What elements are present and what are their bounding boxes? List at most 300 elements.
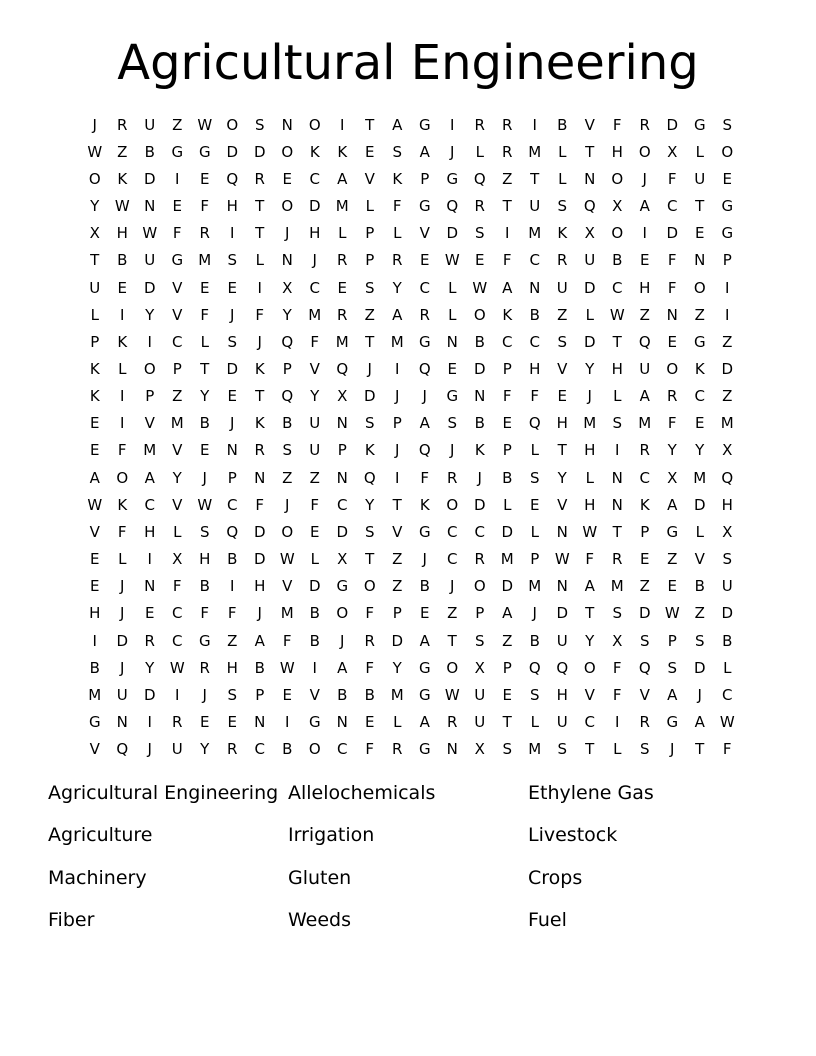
grid-letter: B (282, 414, 293, 433)
grid-letter: J (670, 740, 675, 759)
grid-letter: G (171, 142, 184, 161)
grid-letter: G (418, 522, 431, 541)
grid-letter: D (583, 278, 596, 297)
grid-letter: F (200, 305, 210, 324)
grid-letter: K (392, 169, 403, 188)
grid-letter: I (120, 387, 125, 406)
grid-letter: J (450, 441, 455, 460)
grid-letter: L (503, 495, 512, 514)
grid-letter: L (393, 713, 402, 732)
grid-letter: C (667, 197, 678, 216)
grid-letter: K (89, 387, 100, 406)
grid-letter: N (584, 169, 596, 188)
grid-letter: B (502, 468, 513, 487)
grid-letter: V (309, 359, 320, 378)
grid-letter: E (200, 713, 210, 732)
grid-letter: M (88, 685, 102, 704)
grid-letter: J (340, 631, 345, 650)
grid-letter: R (667, 387, 678, 406)
grid-letter: X (474, 658, 485, 677)
grid-letter: D (473, 495, 486, 514)
grid-letter: X (282, 278, 293, 297)
grid-letter: K (364, 441, 375, 460)
grid-letter: I (230, 577, 235, 596)
grid-letter: I (450, 115, 455, 134)
grid-letter: C (529, 332, 540, 351)
grid-letter: Q (638, 332, 651, 351)
grid-letter: J (450, 577, 455, 596)
grid-letter: U (171, 740, 183, 759)
grid-letter: D (693, 658, 706, 677)
grid-letter: C (584, 713, 595, 732)
grid-letter: S (557, 197, 568, 216)
grid-letter: F (667, 251, 677, 270)
grid-letter: A (639, 197, 650, 216)
grid-letter: K (254, 359, 265, 378)
grid-letter: O (666, 359, 679, 378)
grid-letter: F (667, 414, 677, 433)
grid-letter: E (227, 278, 237, 297)
grid-letter: D (391, 631, 404, 650)
grid-letter: T (530, 169, 540, 188)
word-list-item: Irrigation (288, 824, 375, 847)
grid-letter: L (365, 197, 374, 216)
grid-letter: S (557, 740, 568, 759)
grid-letter: Z (364, 305, 375, 324)
grid-letter: R (364, 631, 375, 650)
grid-letter: C (639, 468, 650, 487)
grid-letter: R (227, 740, 238, 759)
grid-letter: C (227, 495, 238, 514)
grid-letter: T (200, 359, 210, 378)
grid-letter: N (694, 251, 706, 270)
grid-letter: U (116, 685, 128, 704)
grid-letter: X (722, 441, 733, 460)
grid-letter: P (392, 604, 402, 623)
grid-letter: R (392, 251, 403, 270)
grid-letter: C (447, 550, 458, 569)
grid-letter: P (90, 332, 100, 351)
word-list-item: Fiber (48, 908, 95, 931)
grid-letter: Q (528, 414, 541, 433)
grid-letter: L (695, 142, 704, 161)
grid-letter: B (529, 631, 540, 650)
grid-letter: A (502, 278, 513, 297)
grid-letter: M (143, 441, 157, 460)
grid-letter: T (502, 713, 512, 732)
grid-letter: Q (363, 468, 376, 487)
grid-letter: S (227, 251, 238, 270)
grid-letter: M (610, 577, 624, 596)
grid-letter: P (640, 522, 650, 541)
grid-letter: N (336, 713, 348, 732)
grid-letter: F (530, 387, 540, 406)
grid-letter: T (255, 387, 265, 406)
grid-letter: S (227, 332, 238, 351)
grid-letter: F (310, 495, 320, 514)
grid-letter: J (257, 604, 262, 623)
grid-letter: W (114, 197, 130, 216)
grid-letter: Y (392, 278, 402, 297)
grid-letter: K (419, 495, 430, 514)
grid-letter: I (285, 713, 290, 732)
grid-letter: E (227, 713, 237, 732)
grid-letter: Q (418, 359, 431, 378)
grid-letter: Z (694, 305, 705, 324)
grid-letter: G (308, 713, 321, 732)
grid-letter: V (309, 685, 320, 704)
grid-letter: Z (392, 577, 403, 596)
grid-letter: F (117, 522, 127, 541)
grid-letter: D (308, 197, 321, 216)
word-list-item: Livestock (528, 824, 618, 847)
grid-letter: I (395, 359, 400, 378)
grid-letter: F (200, 197, 210, 216)
grid-letter: R (474, 550, 485, 569)
grid-letter: H (584, 495, 596, 514)
grid-letter: A (584, 577, 595, 596)
grid-letter: O (281, 522, 294, 541)
grid-letter: N (446, 332, 458, 351)
grid-letter: X (337, 387, 348, 406)
grid-letter: U (474, 713, 486, 732)
grid-letter: E (722, 169, 732, 188)
grid-letter: Q (226, 169, 239, 188)
grid-letter: M (528, 740, 542, 759)
grid-letter: S (282, 441, 293, 460)
grid-letter: L (530, 441, 539, 460)
grid-letter: V (144, 414, 155, 433)
grid-letter: W (609, 305, 625, 324)
grid-letter: R (557, 251, 568, 270)
grid-letter: P (172, 359, 182, 378)
grid-letter: D (473, 359, 486, 378)
grid-letter: S (667, 658, 678, 677)
grid-letter: I (147, 713, 152, 732)
grid-letter: L (585, 305, 594, 324)
grid-letter: M (583, 414, 597, 433)
grid-letter: I (230, 224, 235, 243)
grid-letter: B (144, 142, 155, 161)
grid-letter: P (530, 550, 540, 569)
grid-letter: F (255, 305, 265, 324)
grid-letter: R (474, 197, 485, 216)
grid-letter: Z (639, 305, 650, 324)
grid-letter: F (227, 604, 237, 623)
grid-letter: G (418, 740, 431, 759)
grid-letter: F (502, 251, 512, 270)
grid-letter: E (282, 685, 292, 704)
grid-letter: J (285, 495, 290, 514)
grid-letter: O (638, 142, 651, 161)
grid-letter: V (639, 685, 650, 704)
grid-letter: N (556, 522, 568, 541)
grid-letter: L (448, 305, 457, 324)
grid-letter: T (585, 604, 595, 623)
grid-letter: V (584, 115, 595, 134)
grid-letter: A (639, 387, 650, 406)
grid-letter: L (200, 332, 209, 351)
grid-letter: K (254, 414, 265, 433)
grid-letter: D (226, 142, 239, 161)
grid-letter: D (666, 115, 679, 134)
grid-letter: J (587, 387, 592, 406)
grid-letter: K (89, 359, 100, 378)
grid-letter: E (557, 387, 567, 406)
grid-letter: W (197, 115, 213, 134)
grid-letter: E (447, 359, 457, 378)
grid-letter: U (639, 359, 651, 378)
grid-letter: W (87, 142, 103, 161)
grid-letter: S (557, 332, 568, 351)
grid-letter: I (92, 631, 97, 650)
grid-letter: D (143, 278, 156, 297)
grid-letter: J (697, 685, 702, 704)
grid-letter: C (529, 251, 540, 270)
grid-letter: F (722, 740, 732, 759)
grid-letter: G (418, 685, 431, 704)
grid-letter: S (502, 740, 513, 759)
grid-letter: O (611, 169, 624, 188)
grid-letter: G (198, 631, 211, 650)
grid-letter: M (693, 468, 707, 487)
grid-letter: S (364, 278, 375, 297)
grid-letter: R (254, 441, 265, 460)
grid-letter: H (254, 577, 266, 596)
grid-letter: F (255, 495, 265, 514)
grid-letter: B (282, 740, 293, 759)
grid-letter: N (336, 468, 348, 487)
grid-letter: K (557, 224, 568, 243)
grid-letter: P (282, 359, 292, 378)
grid-letter: D (638, 604, 651, 623)
grid-letter: G (666, 522, 679, 541)
grid-letter: F (172, 224, 182, 243)
grid-letter: H (584, 441, 596, 460)
grid-letter: M (528, 142, 542, 161)
grid-letter: E (200, 169, 210, 188)
grid-letter: U (309, 414, 321, 433)
grid-letter: R (117, 115, 128, 134)
grid-letter: U (556, 631, 568, 650)
grid-letter: S (612, 414, 623, 433)
grid-letter: A (419, 142, 430, 161)
grid-letter: N (254, 468, 266, 487)
grid-letter: D (721, 359, 734, 378)
grid-letter: Y (557, 468, 567, 487)
grid-letter: R (474, 115, 485, 134)
grid-letter: R (639, 713, 650, 732)
grid-letter: L (558, 169, 567, 188)
grid-letter: T (447, 631, 457, 650)
grid-letter: I (120, 305, 125, 324)
grid-letter: T (612, 522, 622, 541)
grid-letter: T (365, 115, 375, 134)
grid-letter: Y (585, 359, 595, 378)
grid-letter: D (693, 495, 706, 514)
grid-letter: U (556, 278, 568, 297)
grid-letter: F (365, 604, 375, 623)
grid-letter: W (87, 495, 103, 514)
grid-letter: S (694, 631, 705, 650)
grid-letter: E (365, 142, 375, 161)
grid-letter: Y (310, 387, 320, 406)
grid-letter: F (282, 631, 292, 650)
grid-letter: M (500, 550, 514, 569)
grid-letter: M (198, 251, 212, 270)
grid-letter: A (667, 685, 678, 704)
grid-letter: Z (117, 142, 128, 161)
grid-letter: D (253, 142, 266, 161)
grid-letter: Y (145, 658, 155, 677)
grid-letter: C (144, 495, 155, 514)
grid-letter: V (557, 495, 568, 514)
grid-letter: Z (447, 604, 458, 623)
grid-letter: K (502, 305, 513, 324)
grid-letter: X (667, 468, 678, 487)
grid-letter: D (556, 604, 569, 623)
grid-letter: N (226, 441, 238, 460)
grid-letter: I (532, 115, 537, 134)
grid-letter: T (612, 332, 622, 351)
grid-letter: K (117, 495, 128, 514)
grid-letter: T (557, 441, 567, 460)
grid-letter: F (365, 740, 375, 759)
grid-letter: P (145, 387, 155, 406)
grid-letter: B (557, 115, 568, 134)
grid-letter: H (89, 604, 101, 623)
grid-letter: K (639, 495, 650, 514)
grid-letter: R (502, 142, 513, 161)
grid-letter: H (199, 550, 211, 569)
word-list-item: Machinery (48, 866, 147, 889)
grid-letter: N (281, 251, 293, 270)
grid-letter: Z (172, 115, 183, 134)
grid-letter: Y (145, 305, 155, 324)
grid-letter: N (611, 495, 623, 514)
grid-letter: M (390, 332, 404, 351)
grid-letter: V (282, 577, 293, 596)
grid-letter: E (667, 332, 677, 351)
grid-letter: Z (392, 550, 403, 569)
grid-letter: I (395, 468, 400, 487)
grid-letter: F (172, 577, 182, 596)
grid-letter: J (422, 387, 427, 406)
grid-letter: L (255, 251, 264, 270)
grid-letter: O (583, 658, 596, 677)
grid-letter: F (117, 441, 127, 460)
grid-letter: Y (90, 197, 100, 216)
grid-letter: B (337, 685, 348, 704)
grid-letter: Z (639, 577, 650, 596)
grid-letter: M (170, 414, 184, 433)
grid-letter: Y (695, 441, 705, 460)
grid-letter: J (92, 115, 97, 134)
grid-letter: N (529, 278, 541, 297)
grid-letter: J (642, 169, 647, 188)
grid-letter: V (172, 495, 183, 514)
grid-letter: I (175, 169, 180, 188)
grid-letter: R (199, 224, 210, 243)
grid-letter: B (254, 658, 265, 677)
grid-letter: N (666, 305, 678, 324)
word-list-item: Gluten (288, 866, 352, 889)
grid-letter: F (310, 332, 320, 351)
grid-letter: J (120, 577, 125, 596)
grid-letter: R (144, 631, 155, 650)
grid-letter: L (530, 522, 539, 541)
grid-letter: C (474, 522, 485, 541)
grid-letter: S (227, 685, 238, 704)
grid-letter: I (725, 278, 730, 297)
grid-letter: E (90, 414, 100, 433)
grid-letter: V (172, 305, 183, 324)
grid-letter: C (612, 278, 623, 297)
grid-letter: V (694, 550, 705, 569)
grid-letter: U (309, 441, 321, 460)
grid-letter: J (285, 224, 290, 243)
grid-letter: J (477, 468, 482, 487)
grid-letter: D (143, 685, 156, 704)
grid-letter: B (227, 550, 238, 569)
grid-letter: H (611, 142, 623, 161)
grid-letter: C (419, 278, 430, 297)
grid-letter: F (200, 604, 210, 623)
grid-letter: Q (556, 658, 569, 677)
grid-letter: E (90, 441, 100, 460)
grid-letter: O (363, 577, 376, 596)
grid-letter: E (337, 278, 347, 297)
grid-letter: A (337, 658, 348, 677)
grid-letter: F (585, 550, 595, 569)
grid-letter: N (446, 740, 458, 759)
grid-letter: I (175, 685, 180, 704)
grid-letter: W (444, 251, 460, 270)
grid-letter: B (364, 685, 375, 704)
grid-letter: D (226, 359, 239, 378)
grid-letter: H (611, 359, 623, 378)
grid-letter: Z (309, 468, 320, 487)
grid-letter: T (90, 251, 100, 270)
grid-letter: S (639, 740, 650, 759)
grid-letter: W (279, 550, 295, 569)
grid-letter: C (694, 387, 705, 406)
grid-letter: P (722, 251, 732, 270)
grid-letter: X (89, 224, 100, 243)
grid-letter: E (200, 278, 210, 297)
grid-letter: M (720, 414, 734, 433)
grid-letter: Y (282, 305, 292, 324)
grid-letter: Q (638, 658, 651, 677)
grid-letter: D (336, 522, 349, 541)
grid-letter: X (612, 197, 623, 216)
grid-letter: K (694, 359, 705, 378)
grid-letter: V (419, 224, 430, 243)
grid-letter: D (308, 577, 321, 596)
grid-letter: E (640, 251, 650, 270)
grid-letter: P (475, 604, 485, 623)
grid-letter: G (721, 197, 734, 216)
grid-letter: B (694, 577, 705, 596)
grid-letter: H (226, 197, 238, 216)
grid-letter: Z (557, 305, 568, 324)
grid-letter: I (312, 658, 317, 677)
grid-letter: H (309, 224, 321, 243)
grid-letter: Q (721, 468, 734, 487)
grid-letter: L (173, 522, 182, 541)
grid-letter: R (502, 115, 513, 134)
grid-letter: Y (667, 441, 677, 460)
